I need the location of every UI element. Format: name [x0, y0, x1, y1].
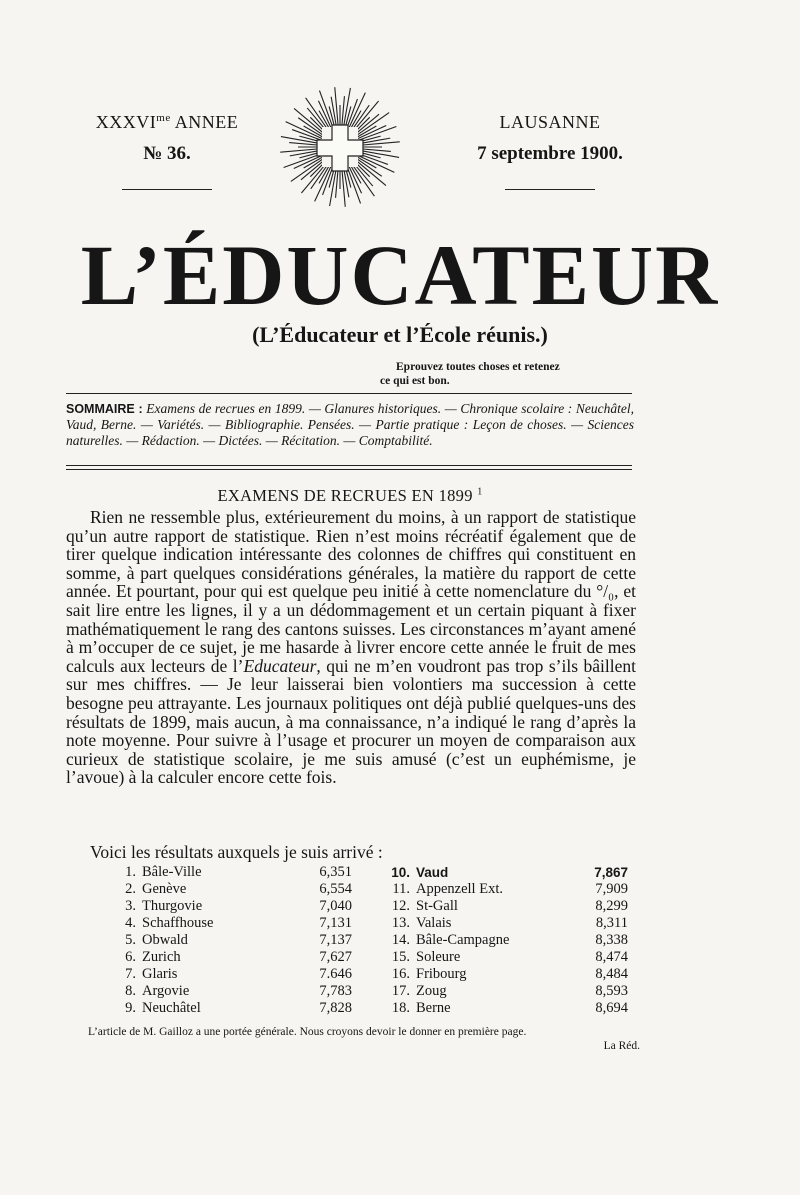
average-score: 7,137 — [319, 932, 352, 948]
rank-number: 11. — [392, 881, 410, 897]
header-left — [72, 112, 262, 190]
canton-name: Appenzell Ext. — [416, 881, 503, 897]
issue-date: 7 septembre 1900. — [477, 143, 623, 164]
ranking-row — [384, 864, 628, 881]
rank-number: 4. — [125, 915, 136, 931]
editor-signature: La Réd. — [603, 1040, 640, 1052]
average-score: 8,338 — [595, 932, 628, 948]
rank-number: 14. — [391, 932, 410, 948]
average-score: 8,694 — [595, 1000, 628, 1016]
canton-name: Valais — [416, 915, 452, 931]
motto — [380, 360, 620, 388]
canton-name: Neuchâtel — [142, 1000, 201, 1016]
ranking-row — [384, 983, 628, 1000]
canton-name: Obwald — [142, 932, 188, 948]
rankings-table-right — [384, 864, 628, 1017]
rule — [66, 393, 632, 394]
canton-name: Vaud — [416, 865, 449, 880]
average-score: 7.646 — [319, 966, 352, 982]
article-body — [66, 508, 636, 787]
ranking-row — [110, 983, 352, 1000]
rank-number: 17. — [391, 983, 410, 999]
ranking-row — [384, 898, 628, 915]
average-score: 8,311 — [595, 915, 628, 931]
issue-number: № 36. — [143, 143, 191, 164]
average-score: 7,909 — [595, 881, 628, 897]
rule — [66, 469, 632, 470]
ranking-row — [384, 881, 628, 898]
average-score: 7,627 — [319, 949, 352, 965]
average-score: 6,351 — [319, 864, 352, 880]
ranking-row — [384, 1000, 628, 1017]
ranking-row — [384, 915, 628, 932]
rank-number: 7. — [125, 966, 136, 982]
canton-name: Bâle-Campagne — [416, 932, 510, 948]
ranking-row — [110, 1000, 352, 1017]
ranking-row — [110, 915, 352, 932]
canton-name: Zoug — [416, 983, 447, 999]
canton-name: Berne — [416, 1000, 451, 1016]
ranking-row — [110, 966, 352, 983]
average-score: 7,040 — [319, 898, 352, 914]
journal-title: L’ÉDUCATEUR — [80, 227, 720, 323]
ranking-row — [384, 966, 628, 983]
rank-number: 15. — [391, 949, 410, 965]
results-intro: Voici les résultats auxquels je suis arrivé : — [90, 842, 383, 862]
divider — [122, 189, 212, 190]
rank-number: 9. — [125, 1000, 136, 1016]
ranking-row — [110, 881, 352, 898]
average-score: 8,299 — [595, 898, 628, 914]
average-score: 7,867 — [594, 865, 628, 880]
ranking-row — [110, 932, 352, 949]
motto-line: Eprouvez toutes choses et retenez — [396, 361, 560, 373]
canton-name: Thurgovie — [142, 898, 203, 914]
ranking-row — [110, 898, 352, 915]
city: LAUSANNE — [499, 112, 601, 132]
divider — [505, 189, 595, 190]
rank-number: 16. — [391, 966, 410, 982]
canton-name: Genève — [142, 881, 187, 897]
rank-number: 10. — [391, 865, 410, 880]
canton-name: St-Gall — [416, 898, 458, 914]
rank-number: 13. — [391, 915, 410, 931]
rank-number: 12. — [391, 898, 410, 914]
sommaire-label: SOMMAIRE : — [66, 402, 143, 416]
average-score: 7,828 — [319, 1000, 352, 1016]
rank-number: 1. — [125, 864, 136, 880]
rank-number: 8. — [125, 983, 136, 999]
canton-name: Argovie — [142, 983, 190, 999]
rule — [66, 465, 632, 466]
ranking-row — [384, 932, 628, 949]
ranking-row — [110, 864, 352, 881]
average-score: 6,554 — [319, 881, 352, 897]
sommaire-text: Examens de recrues en 1899. — Glanures historiques. — Chronique scolaire : Neuchâtel, Vaud, Berne. — Variétés. — Bibliographie. Pensées. — Partie pratique : Leçon de choses. — Sciences naturelles. — Rédaction. — Dictées. — Récitation. — Comptabilité. — [66, 401, 635, 448]
rank-number: 2. — [125, 881, 136, 897]
volume-year: $XXXVI^{me}$ ANNEE — [95, 112, 239, 132]
canton-name: Glaris — [142, 966, 178, 982]
average-score: 8,474 — [595, 949, 628, 965]
canton-name: Fribourg — [416, 966, 467, 982]
footnote-text: L’article de M. Gailloz a une portée générale. Nous croyons devoir le donner en première page. — [88, 1026, 527, 1038]
canton-name: Bâle-Ville — [142, 864, 202, 880]
rank-number: 6. — [125, 949, 136, 965]
rank-number: 5. — [125, 932, 136, 948]
average-score: 7,783 — [319, 983, 352, 999]
header-right — [450, 112, 650, 190]
canton-name: Schaffhouse — [142, 915, 214, 931]
article-paragraph: Rien ne ressemble plus, extérieurement du moins, à un rapport de statistique qu’un autre rapport de statistique. Rien n’est moins récréatif également que de tirer quelque indication intéressante des colonnes de chiffres qui constituent en somme, à part quelques considérations générales, la matière du rapport de cette année. Et pourtant, pour qui est quelque peu initié à cette nomenclature du °/₀, et sait lire entre les lignes, il y a un dédommagement et un certain piquant à fixer mathématiquement le rang des cantons suisses. Les circonstances m’ayant amené à m’occuper de ce sujet, je me hasarde à livrer encore cette année le fruit de mes calculs aux lecteurs de l’Educateur, qui ne m’en voudront pas trop s’ils bâillent sur mes chiffres. — Je leur laisserai bien volontiers ma succession à cette besogne peu attrayante. Les journaux politiques ont déjà publié quelques-uns des résultats de 1899, mais aucun, à ma connaissance, n’a indiqué le rang d’après la note moyenne. Pour suivre à l’usage et procurer un moyen de comparaison aux curieux de statistique scolaire, je me suis amusé (c’est un euphémisme, je l’avoue) à la calculer encore cette fois. — [66, 507, 637, 788]
average-score: 7,131 — [319, 915, 352, 931]
swiss-cross-emblem-icon — [278, 85, 402, 209]
canton-name: Soleure — [416, 949, 461, 965]
journal-subtitle: (L’Éducateur et l’École réunis.) — [252, 322, 548, 347]
rank-number: 18. — [391, 1000, 410, 1016]
footnote-marker: 1 — [477, 486, 483, 498]
ranking-row — [384, 949, 628, 966]
average-score: 8,484 — [595, 966, 628, 982]
rank-number: 3. — [125, 898, 136, 914]
rankings-table-left — [110, 864, 352, 1017]
table-of-contents — [66, 401, 634, 449]
canton-name: Zurich — [142, 949, 181, 965]
ranking-row — [110, 949, 352, 966]
article-title: EXAMENS DE RECRUES EN 1899 $^1$ — [217, 486, 483, 505]
average-score: 8,593 — [595, 983, 628, 999]
motto-line: ce qui est bon. — [380, 375, 450, 387]
footnote — [66, 1025, 646, 1052]
